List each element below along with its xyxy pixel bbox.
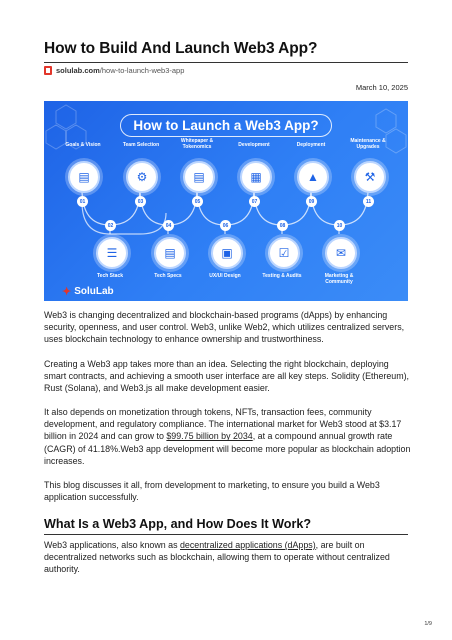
banner-title: How to Launch a Web3 App?: [44, 114, 408, 137]
paragraph-4: This blog discusses it all, from development to marketing, to ensure you build a Web3 application successfully.: [44, 480, 380, 503]
source-path: /how-to-launch-web3-app: [99, 66, 185, 75]
step-label-ux-ui: UX/UI Design: [209, 273, 241, 279]
step-number-11: 11: [363, 196, 374, 207]
step-number-06: 06: [220, 220, 231, 231]
title-divider: [44, 62, 408, 63]
step-number-03: 03: [135, 196, 146, 207]
step-number-08: 08: [277, 220, 288, 231]
monitor-icon: ▣: [211, 237, 243, 269]
step-number-04: 04: [163, 220, 174, 231]
rocket-icon: ▲: [297, 161, 329, 193]
dapps-link[interactable]: decentralized applications (dApps): [180, 540, 316, 550]
code-window-icon: ▦: [240, 161, 272, 193]
page-title: How to Build And Launch Web3 App?: [44, 40, 318, 57]
flow-path: [82, 202, 166, 234]
step-label-tech-specs: Tech Specs: [154, 273, 182, 279]
step-number-10: 10: [334, 220, 345, 231]
section-heading: What Is a Web3 App, and How Does It Work?: [44, 517, 312, 531]
step-number-09: 09: [306, 196, 317, 207]
market-size-link[interactable]: $99.75 billion by 2034: [166, 431, 253, 442]
publish-date: March 10, 2025: [355, 83, 408, 92]
paragraph-5: Web3 applications, also known as decentralized applications (dApps), are built on decentralized networks such as blockchain, allowing them to operate without centralized authority.: [44, 540, 390, 575]
gear-icon: ⚙: [126, 161, 158, 193]
step-label-maintenance: Maintenance & Upgrades: [350, 138, 386, 150]
spec-sheet-icon: ▤: [154, 237, 186, 269]
wrench-icon: ⚒: [354, 161, 386, 193]
step-label-whitepaper: Whitepaper & Tokenomics: [180, 138, 214, 150]
step-label-testing: Testing & Audits: [262, 273, 302, 279]
step-label-development: Development: [238, 142, 270, 148]
hero-banner: [44, 101, 408, 301]
step-number-01: 01: [77, 196, 88, 207]
paragraph-3: It also depends on monetization through tokens, NFTs, transaction fees, community development, and regulatory compliance. The international market for Web3 stood at $3.17 billion in 2024 and can grow to $99.75 billion by 2034, at a compound annual growth rate (CAGR) of 41.18%.Web3 app development will become more popular as blockchain adoption increases.: [44, 407, 411, 466]
megaphone-icon: ✉: [325, 237, 357, 269]
solulab-logo-icon: ✦: [62, 286, 72, 298]
step-number-02: 02: [105, 220, 116, 231]
heading-divider: [44, 534, 408, 535]
paragraph-2: Creating a Web3 app takes more than an idea. Selecting the right blockchain, deploying smart contracts, and achieving a smooth user interface are all key steps. Solidity (Ethereum), Rust (Solana), and Web3.js all make development easier.: [44, 359, 410, 394]
layers-icon: ☰: [96, 237, 128, 269]
step-label-deployment: Deployment: [296, 142, 326, 148]
step-label-tech-stack: Tech Stack: [96, 273, 124, 279]
source-line[interactable]: [44, 66, 184, 75]
step-label-team: Team Selection: [122, 142, 160, 148]
solulab-logo: ✦ SoluLab: [62, 286, 114, 298]
document-icon: ▤: [183, 161, 215, 193]
step-number-05: 05: [192, 196, 203, 207]
page-number: 1/9: [424, 621, 432, 627]
checklist-icon: ☑: [268, 237, 300, 269]
step-label-goals: Goals & Vision: [65, 142, 101, 148]
chart-icon: ▤: [68, 161, 100, 193]
step-number-07: 07: [249, 196, 260, 207]
source-domain: solulab.com: [56, 66, 100, 75]
pdf-favicon-icon: [44, 66, 52, 75]
step-label-marketing: Marketing & Community: [324, 273, 354, 285]
paragraph-1: Web3 is changing decentralized and blockchain-based programs (dApps) by enhancing security, openness, and user control. Web3, unlike Web2, which utilizes centralized servers, uses blockchain technology to enhance ownership and trustworthiness.: [44, 310, 405, 345]
